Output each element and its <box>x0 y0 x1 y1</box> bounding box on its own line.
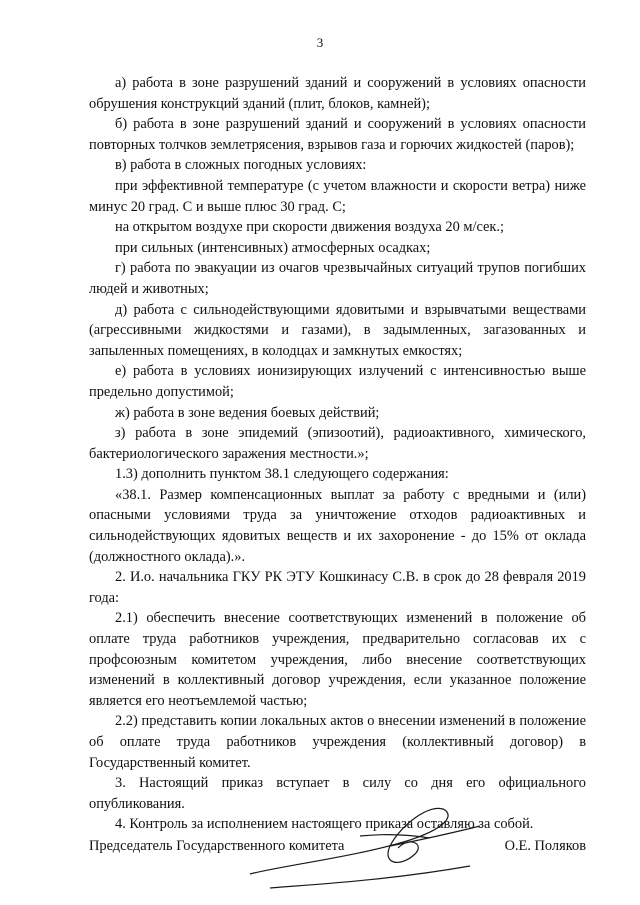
paragraph-item-z: з) работа в зоне эпидемий (эпизоотий), радиоактивного, химического, бактериологического заражения местности.»; <box>89 425 586 462</box>
paragraph-4: 4. Контроль за исполнением настоящего приказа оставляю за собой. <box>115 816 534 833</box>
signatory-name: О.Е. Поляков <box>504 838 586 854</box>
document-body <box>89 73 586 835</box>
paragraph-item-g: г) работа по эвакуации из очагов чрезвычайных ситуаций трупов погибших людей и животных; <box>89 260 586 297</box>
paragraph-item-zh: ж) работа в зоне ведения боевых действий; <box>115 404 380 421</box>
paragraph-2-2: 2.2) представить копии локальных актов о внесении изменений в положение об оплате труда работников учреждения (коллективный договор) в Государственный комитет. <box>89 713 586 771</box>
paragraph-item-b: б) работа в зоне разрушений зданий и сооружений в условиях опасности повторных толчков землетрясения, взрывов газа и горючих жидкостей (паров); <box>89 116 586 153</box>
paragraph-2-1: 2.1) обеспечить внесение соответствующих изменений в положение об оплате труда работников учреждения, предварительно согласовав их с профсоюзным комитетом учреждения, либо внесение соответствующих изменений в коллективный договор учреждения, если указанное положение является его неотъемлемой частью; <box>89 610 586 709</box>
paragraph-item-e: е) работа в условиях ионизирующих излучений с интенсивностью выше предельно допустимой; <box>89 363 586 400</box>
paragraph-1-3: 1.3) дополнить пунктом 38.1 следующего содержания: <box>115 466 449 483</box>
paragraph-subitem-precipitation: при сильных (интенсивных) атмосферных осадках; <box>115 239 431 256</box>
paragraph-item-a: а) работа в зоне разрушений зданий и сооружений в условиях опасности обрушения конструкций зданий (плит, блоков, камней); <box>89 75 586 112</box>
paragraph-subitem-temperature: при эффективной температуре (с учетом влажности и скорости ветра) ниже минус 20 град. С и выше плюс 30 град. С; <box>89 177 586 215</box>
signatory-title: Председатель Государственного комитета <box>89 838 345 854</box>
paragraph-3: 3. Настоящий приказ вступает в силу со дня его официального опубликования. <box>89 775 586 812</box>
paragraph-item-v: в) работа в сложных погодных условиях: <box>115 157 367 174</box>
paragraph-subitem-wind: на открытом воздухе при скорости движения воздуха 20 м/сек.; <box>115 219 505 236</box>
page-number: 3 <box>316 35 324 50</box>
paragraph-38-1: «38.1. Размер компенсационных выплат за работу с вредными и (или) опасными условиями труда за уничтожение отходов радиоактивных и сильнодействующих ядовитых веществ и их захоронение - до 15% от оклада (должностного оклада).». <box>89 486 586 565</box>
paragraph-item-d: д) работа с сильнодействующими ядовитыми и взрывчатыми веществами (агрессивными жидкостями и газами), в задымленных, загазованных и запыленных помещениях, в колодцах и замкнутых емкостях; <box>89 301 586 359</box>
paragraph-2: 2. И.о. начальника ГКУ РК ЭТУ Кошкинасу С.В. в срок до 28 февраля 2019 года: <box>89 569 586 606</box>
